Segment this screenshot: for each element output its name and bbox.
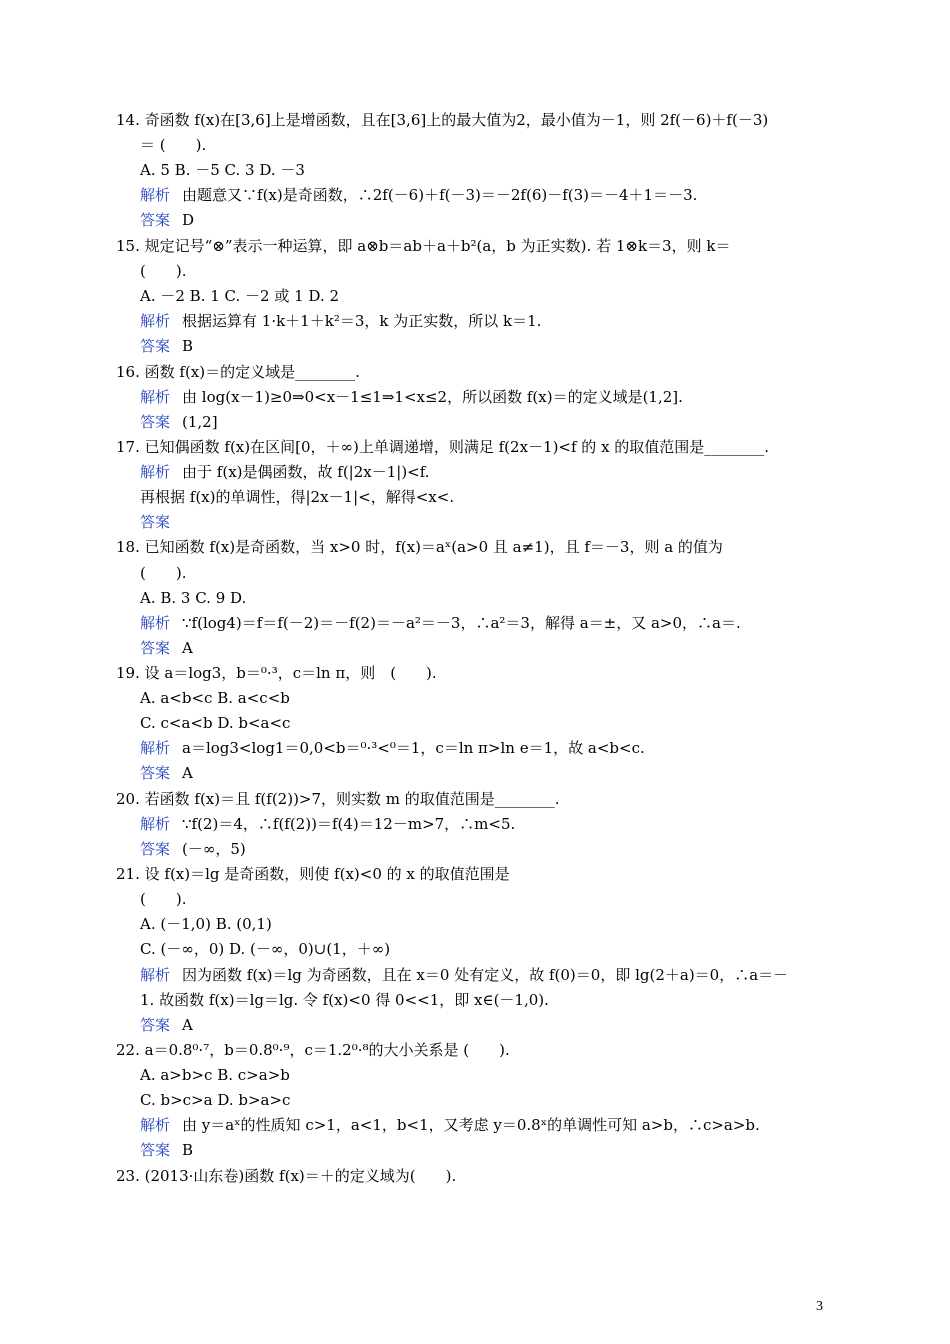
line-text: ( ). — [140, 890, 187, 908]
answer-label: 答案 — [140, 513, 171, 531]
answer-label: 答案 — [140, 211, 171, 229]
line-text: 由 y＝aˣ的性质知 c>1，a<1，b<1，又考虑 y＝0.8ˣ的单调性可知 a>b，∴c>a>b. — [182, 1116, 760, 1134]
line-text: 21. 设 f(x)＝lg 是奇函数，则使 f(x)<0 的 x 的取值范围是 — [116, 865, 510, 883]
line-text: 17. 已知偶函数 f(x)在区间[0，＋∞)上单调递增，则满足 f(2x－1)<f 的 x 的取值范围是________. — [116, 438, 770, 456]
line-text: ∵f(log4)＝f＝f(－2)＝－f(2)＝－a²＝－3，∴a²＝3，解得 a＝±，又 a>0，∴a＝. — [182, 614, 741, 632]
analysis-label: 解析 — [140, 463, 171, 481]
line-text: 根据运算有 1·k＋1＋k²＝3，k 为正实数，所以 k＝1. — [182, 312, 542, 330]
line-text: A. 5 B. －5 C. 3 D. －3 — [140, 161, 305, 179]
line-text: 因为函数 f(x)＝lg 为奇函数，且在 x＝0 处有定义，故 f(0)＝0，即 lg(2＋a)＝0，∴a＝－ — [182, 966, 789, 984]
analysis-label: 解析 — [140, 614, 171, 632]
document-line — [140, 938, 390, 960]
analysis-label: 解析 — [140, 388, 171, 406]
document-line — [140, 964, 788, 986]
document-line — [140, 260, 186, 282]
document-line — [140, 687, 290, 709]
document-line — [140, 612, 741, 634]
line-text: (1,2] — [182, 413, 218, 431]
document-line — [116, 109, 768, 131]
line-text: 1. 故函数 f(x)＝lg＝lg. 令 f(x)<0 得 0<<1，即 x∈(－1,0). — [140, 991, 549, 1009]
document-line — [140, 411, 218, 433]
line-text: B — [182, 337, 194, 355]
analysis-label: 解析 — [140, 739, 171, 757]
document-line — [140, 159, 305, 181]
line-text: 由 log(x－1)≥0⇒0<x－1≤1⇒1<x≤2，所以函数 f(x)＝的定义域是(1,2]. — [182, 388, 683, 406]
analysis-label: 解析 — [140, 815, 171, 833]
line-text: C. c<a<b D. b<a<c — [140, 714, 291, 732]
document-line — [116, 788, 560, 810]
document-line — [140, 134, 206, 156]
document-line — [140, 486, 454, 508]
line-text: 再根据 f(x)的单调性，得|2x－1|<，解得<x<. — [140, 488, 455, 506]
document-line — [140, 737, 645, 759]
line-text: A — [182, 1016, 193, 1034]
line-text: 由题意又∵f(x)是奇函数，∴2f(－6)＋f(－3)＝－2f(6)－f(3)＝－4＋1＝－3. — [182, 186, 698, 204]
line-text: A. (－1,0) B. (0,1) — [140, 915, 272, 933]
line-text: A — [182, 639, 193, 657]
analysis-label: 解析 — [140, 1116, 171, 1134]
document-line — [116, 235, 730, 257]
document-line — [116, 1165, 456, 1187]
line-text: C. (－∞，0) D. (－∞，0)∪(1，＋∞) — [140, 940, 391, 958]
document-line — [140, 762, 193, 784]
answer-label: 答案 — [140, 1016, 171, 1034]
line-text: B — [182, 1141, 194, 1159]
document-line — [140, 1064, 290, 1086]
document-line — [140, 285, 339, 307]
line-text: 19. 设 a＝log3，b＝⁰·³，c＝ln π，则 ( ). — [116, 664, 437, 682]
document-line — [140, 184, 697, 206]
line-text: ( ). — [140, 262, 187, 280]
document-line — [140, 1114, 760, 1136]
document-line — [140, 888, 186, 910]
line-text: D — [182, 211, 195, 229]
document-line — [116, 1039, 510, 1061]
document-line — [140, 386, 683, 408]
document-line — [116, 536, 723, 558]
line-text: A. a<b<c B. a<c<b — [140, 689, 290, 707]
line-text: A. a>b>c B. c>a>b — [140, 1066, 290, 1084]
document-line — [140, 562, 186, 584]
line-text: A — [182, 764, 193, 782]
line-text: ∵f(2)＝4，∴f(f(2))＝f(4)＝12－m>7，∴m<5. — [182, 815, 516, 833]
line-text: ( ). — [140, 564, 187, 582]
answer-label: 答案 — [140, 840, 171, 858]
line-text: ＝ ( ). — [140, 136, 207, 154]
analysis-label: 解析 — [140, 966, 171, 984]
document-line — [140, 1014, 193, 1036]
document-line — [140, 511, 182, 533]
line-text: 22. a＝0.8⁰·⁷，b＝0.8⁰·⁹，c＝1.2⁰·⁸的大小关系是 ( ). — [116, 1041, 510, 1059]
document-line — [140, 209, 194, 231]
line-text: a＝log3<log1＝0,0<b＝⁰·³<⁰＝1，c＝ln π>ln e＝1，故 a<b<c. — [182, 739, 645, 757]
document-line — [140, 989, 549, 1011]
document-line — [140, 461, 430, 483]
line-text: A. B. 3 C. 9 D. — [140, 589, 247, 607]
document-line — [116, 863, 510, 885]
answer-label: 答案 — [140, 639, 171, 657]
line-text: 由于 f(x)是偶函数，故 f(|2x－1|)<f. — [182, 463, 430, 481]
document-line — [140, 310, 541, 332]
answer-label: 答案 — [140, 337, 171, 355]
analysis-label: 解析 — [140, 312, 171, 330]
analysis-label: 解析 — [140, 186, 171, 204]
document-line — [140, 1089, 290, 1111]
line-text: 18. 已知函数 f(x)是奇函数，当 x>0 时，f(x)＝aˣ(a>0 且 a≠1)，且 f＝－3，则 a 的值为 — [116, 538, 723, 556]
document-line — [140, 838, 246, 860]
page-number: 3 — [816, 1299, 823, 1314]
document-line — [140, 637, 193, 659]
document-line — [140, 1139, 193, 1161]
answer-label: 答案 — [140, 764, 171, 782]
document-line — [116, 361, 360, 383]
document-line — [140, 913, 272, 935]
document-line — [140, 712, 290, 734]
document-line — [116, 436, 769, 458]
answer-label: 答案 — [140, 1141, 171, 1159]
line-text: 16. 函数 f(x)＝的定义域是________. — [116, 363, 360, 381]
line-text: (－∞，5) — [182, 840, 246, 858]
document-line — [140, 587, 246, 609]
document-line — [140, 813, 515, 835]
line-text: 14. 奇函数 f(x)在[3,6]上是增函数，且在[3,6]上的最大值为2，最小值为－1，则 2f(－6)＋f(－3) — [116, 111, 769, 129]
document-line — [140, 335, 193, 357]
line-text: A. －2 B. 1 C. －2 或 1 D. 2 — [140, 287, 339, 305]
document-line — [116, 662, 437, 684]
line-text: 20. 若函数 f(x)＝且 f(f(2))>7，则实数 m 的取值范围是________. — [116, 790, 560, 808]
line-text: 15. 规定记号“⊗”表示一种运算，即 a⊗b＝ab＋a＋b²(a，b 为正实数). 若 1⊗k＝3，则 k＝ — [116, 237, 731, 255]
line-text: C. b>c>a D. b>a>c — [140, 1091, 291, 1109]
line-text: 23. (2013·山东卷)函数 f(x)＝＋的定义域为( ). — [116, 1167, 457, 1185]
answer-label: 答案 — [140, 413, 171, 431]
